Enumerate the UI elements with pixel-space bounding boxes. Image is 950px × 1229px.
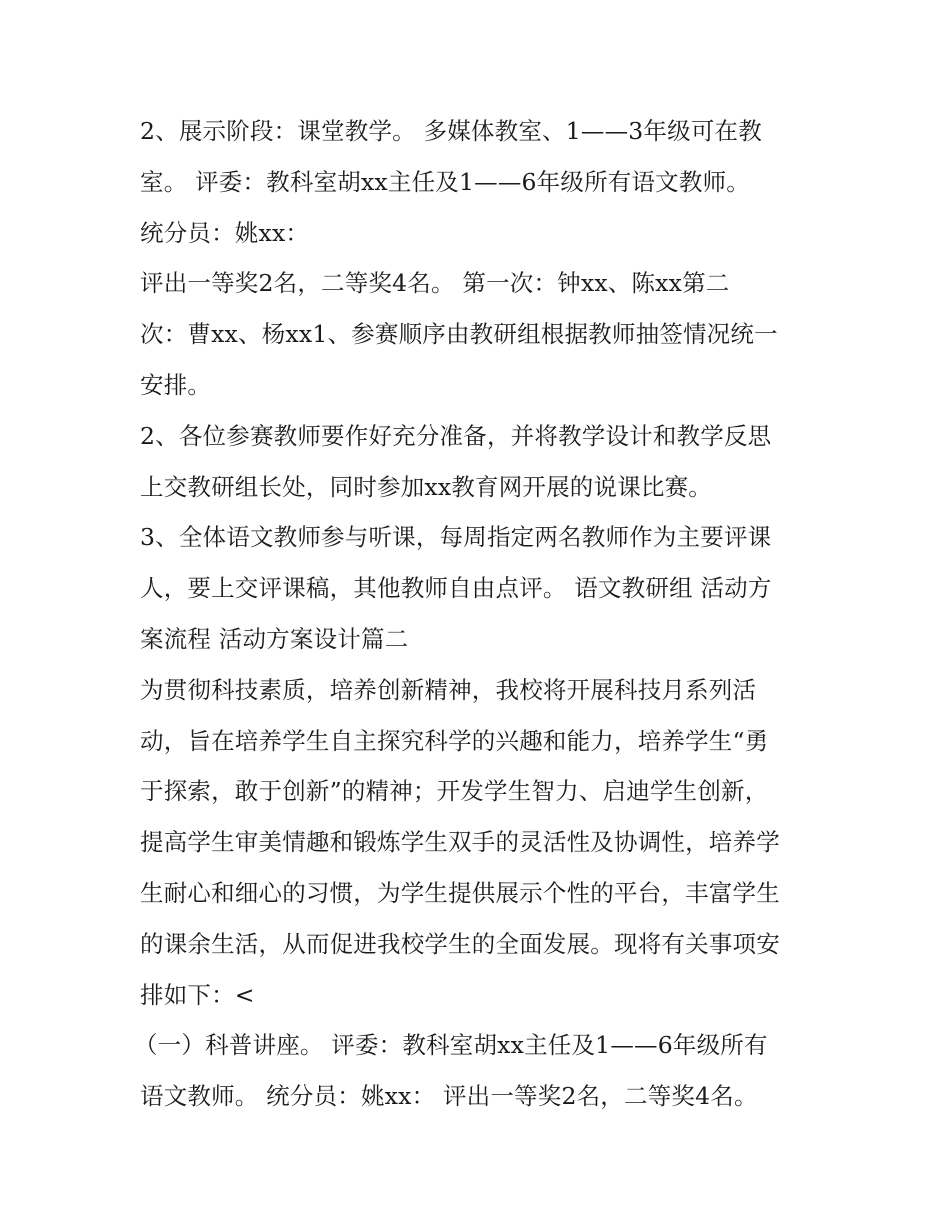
text-line-4: 评出一等奖2名，二等奖4名。 第一次：钟xx、陈xx第二 (140, 269, 730, 298)
text-line-11: 案流程 活动方案设计篇二 (140, 624, 409, 653)
text-line-8: 上交教研组长处，同时参加xx教育网开展的说课比赛。 (140, 472, 713, 501)
text-line-5: 次：曹xx、杨xx1、参赛顺序由教研组根据教师抽签情况统一 (140, 320, 778, 349)
text-line-13: 动，旨在培养学生自主探究科学的兴趣和能力，培养学生“勇 (140, 726, 769, 755)
text-line-20: 语文教师。 统分员：姚xx： 评出一等奖2名，二等奖4名。 (140, 1082, 758, 1111)
text-line-1: 2、展示阶段：课堂教学。 多媒体教室、1——3年级可在教 (140, 117, 762, 145)
text-line-9: 3、全体语文教师参与听课，每周指定两名教师作为主要评课 (140, 523, 772, 552)
text-line-6: 安排。 (140, 370, 212, 399)
text-line-17: 的课余生活，从而促进我校学生的全面发展。现将有关事项安 (140, 929, 780, 958)
text-line-14: 于探索，敢于创新”的精神；开发学生智力、启迪学生创新， (140, 777, 769, 806)
document-body (134, 106, 830, 1122)
text-line-16: 生耐心和细心的习惯，为学生提供展示个性的平台，丰富学生 (140, 878, 780, 907)
text-line-2: 室。 评委：教科室胡xx主任及1——6年级所有语文教师。 (140, 167, 750, 196)
text-line-15: 提高学生审美情趣和锻炼学生双手的灵活性及协调性，培养学 (140, 828, 780, 857)
text-line-18: 排如下：< (140, 980, 255, 1009)
text-line-7: 2、各位参赛教师要作好充分准备，并将教学设计和教学反思 (140, 421, 772, 450)
text-line-19: （一）科普讲座。 评委：教科室胡xx主任及1——6年级所有 (134, 1031, 768, 1060)
text-line-12: 为贯彻科技素质，培养创新精神，我校将开展科技月系列活 (140, 675, 757, 704)
text-line-3: 统分员：姚xx： (140, 218, 310, 247)
text-line-10: 人，要上交评课稿，其他教师自由点评。 语文教研组 活动方 (140, 574, 772, 603)
